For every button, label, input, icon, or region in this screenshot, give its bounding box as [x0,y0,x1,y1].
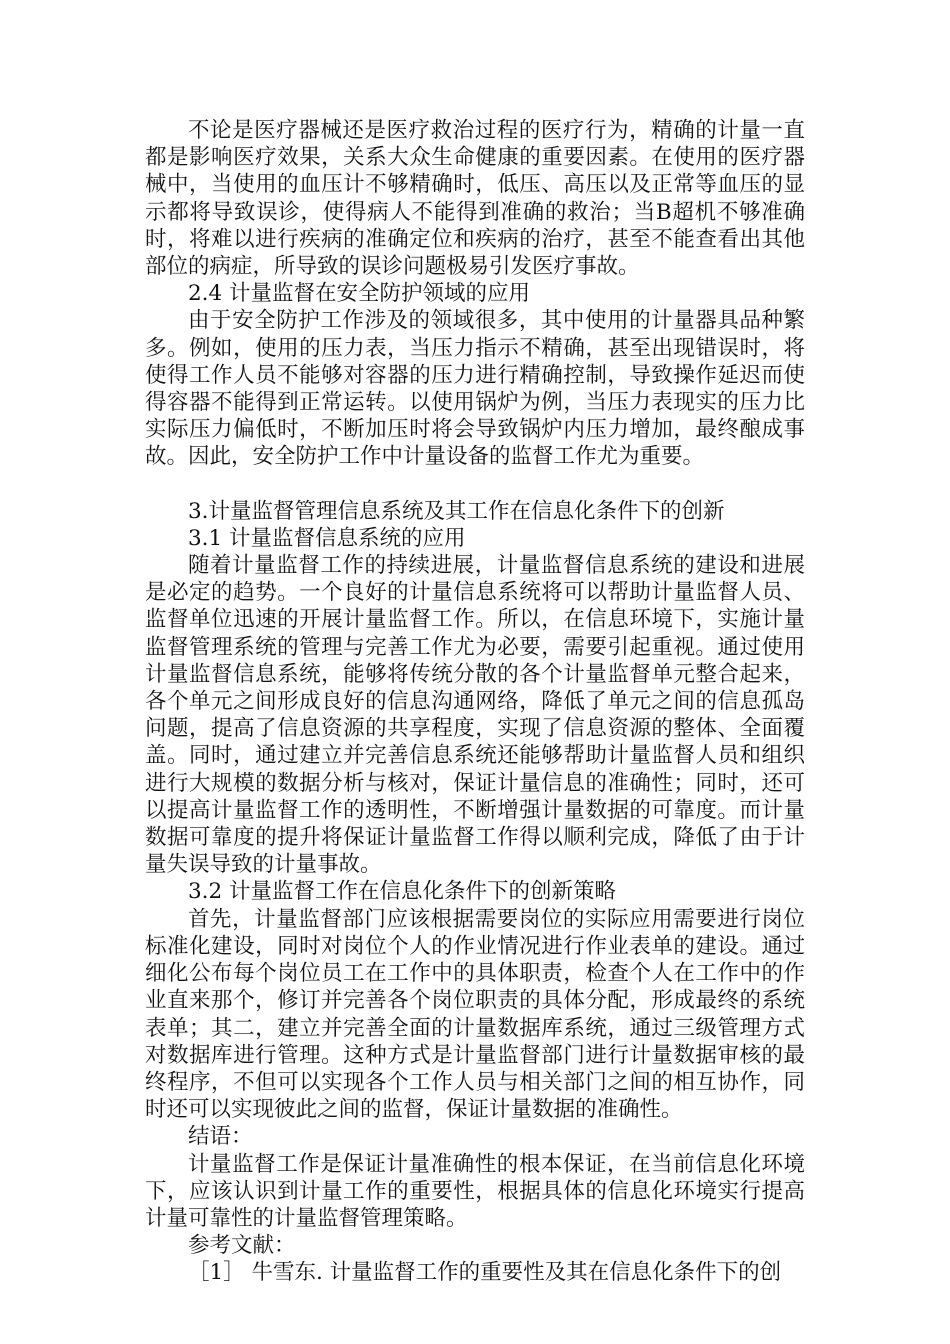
heading-3-1: 3.1 计量监督信息系统的应用 [188,525,466,551]
para-innovation-strategy: 首先，计量监督部门应该根据需要岗位的实际应用需要进行岗位标准化建设，同时对岗位个人的作业情况进行作业表单的建设。通过细化公布每个岗位员工在工作中的具体职责，检查个人在工作中的作业直来那个，修订并完善各个岗位职责的具体分配，形成最终的系统表单；其二，建立并完善全面的计量数据库系统，通过三级管理方式对数据库进行管理。这种方式是计量监督部门进行计量数据审核的最终程序，不但可以实现各个工作人员与相关部门之间的相互协作，同时还可以实现彼此之间的监督，保证计量数据的准确性。 [145,906,805,1123]
blank-line [145,471,805,498]
para-info-system: 随着计量监督工作的持续进展，计量监督信息系统的建设和进展是必定的趋势。一个良好的计量信息系统将可以帮助计量监督人员、监督单位迅速的开展计量监督工作。所以，在信息环境下，实施计量监督管理系统的管理与完善工作尤为必要，需要引起重视。通过使用计量监督信息系统，能够将传统分散的各个计量监督单元整合起来，各个单元之间形成良好的信息沟通网络，降低了单元之间的信息孤岛问题，提高了信息资源的共享程度，实现了信息资源的整体、全面覆盖。同时，通过建立并完善信息系统还能够帮助计量监督人员和组织进行大规模的数据分析与核对，保证计量信息的准确性；同时，还可以提高计量监督工作的透明性，不断增强计量数据的可靠度。而计量数据可靠度的提升将保证计量监督工作得以顺利完成，降低了由于计量失误导致的计量事故。 [145,553,805,878]
heading-references: 参考文献： [188,1233,296,1259]
document-body [145,117,805,1287]
heading-conclusion: 结语： [188,1124,253,1150]
heading-3: 3.计量监督管理信息系统及其工作在信息化条件下的创新 [188,498,725,524]
reference-item-1: ［1］ 牛雪东. 计量监督工作的重要性及其在信息化条件下的创 [188,1260,782,1286]
heading-2-4: 2.4 计量监督在安全防护领域的应用 [188,281,531,307]
heading-3-2: 3.2 计量监督工作在信息化条件下的创新策略 [188,879,617,905]
para-medical-equipment: 不论是医疗器械还是医疗救治过程的医疗行为，精确的计量一直都是影响医疗效果，关系大众生命健康的重要因素。在使用的医疗器械中，当使用的血压计不够精确时，低压、高压以及正常等血压的显示都将导致误诊，使得病人不能得到准确的救治；当B超机不够准确时，将难以进行疾病的准确定位和疾病的治疗，甚至不能查看出其他部位的病症，所导致的误诊问题极易引发医疗事故。 [145,118,805,280]
para-conclusion: 计量监督工作是保证计量准确性的根本保证，在当前信息化环境下，应该认识到计量工作的重要性，根据具体的信息化环境实行提高计量可靠性的计量监督管理策略。 [145,1151,805,1231]
para-safety-protection: 由于安全防护工作涉及的领域很多，其中使用的计量器具品种繁多。例如，使用的压力表，当压力指示不精确，甚至出现错误时，将使得工作人员不能够对容器的压力进行精确控制，导致操作延迟而使得容器不能得到正常运转。以使用锅炉为例，当压力表现实的压力比实际压力偏低时，不断加压时将会导致锅炉内压力增加，最终酿成事故。因此，安全防护工作中计量设备的监督工作尤为重要。 [145,308,805,470]
